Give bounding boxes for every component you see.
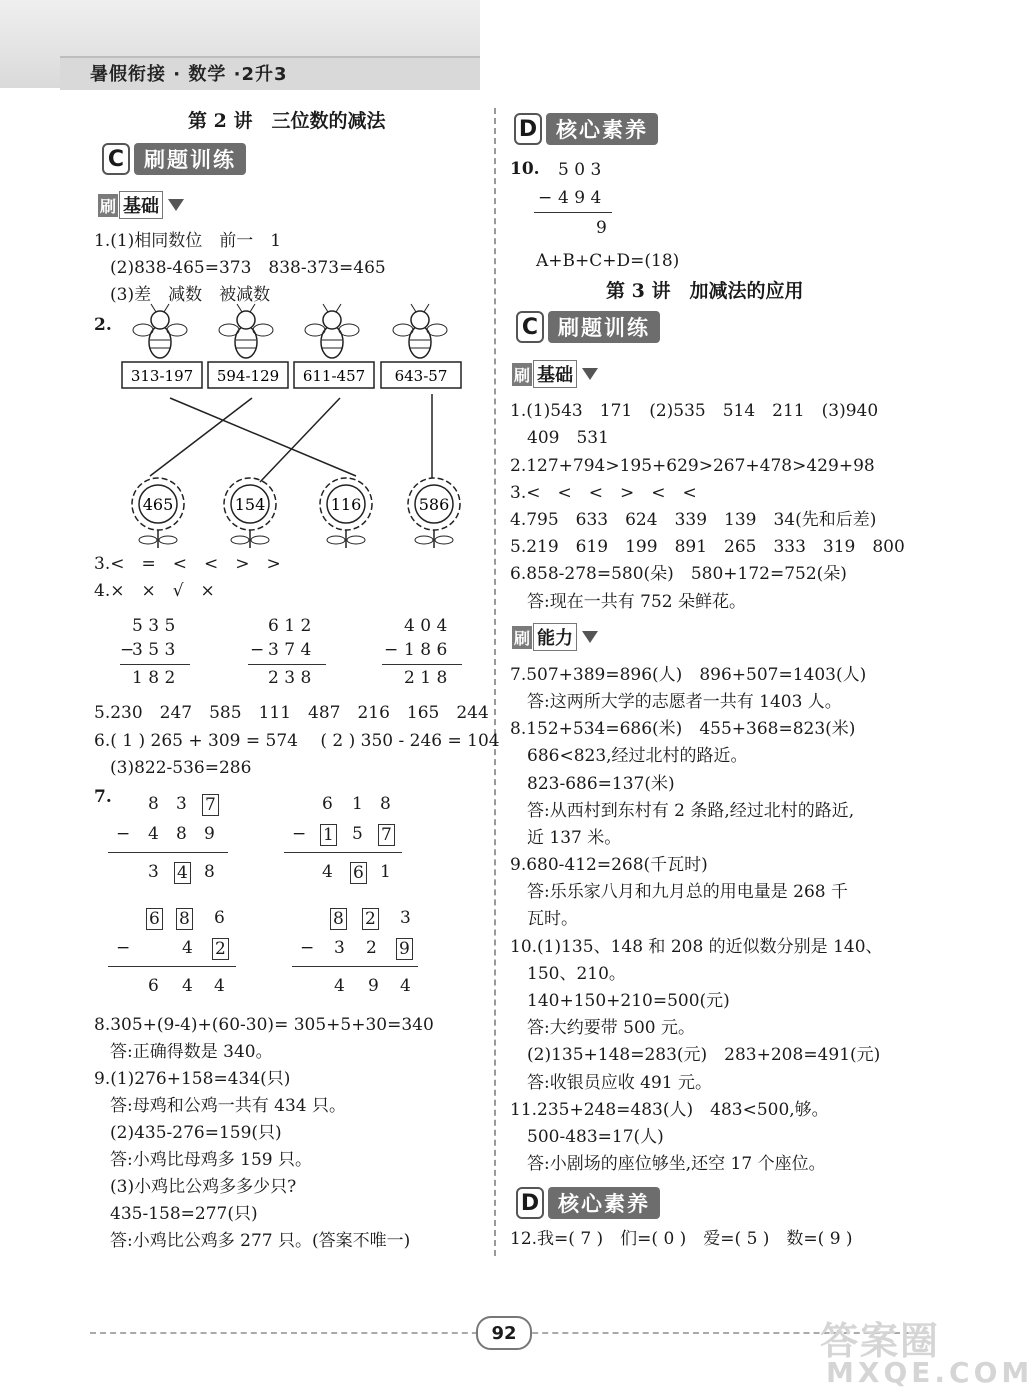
subtrahend: 3 5 3 <box>132 640 176 660</box>
rule <box>108 852 228 853</box>
digit: 9 <box>204 824 215 844</box>
digit: 4 <box>214 976 225 996</box>
banner-letter: C <box>102 143 130 175</box>
r-basic-line-6: 5.219 619 199 891 265 333 319 800 <box>510 537 905 557</box>
q9-line5: (3)小鸡比公鸡多多少只? <box>110 1177 297 1197</box>
q8-line1: 8.305+(9-4)+(60-30)= 305+5+30=340 <box>94 1015 434 1035</box>
r-ability-line-19: 答:小剧场的座位够坐,还空 17 个座位。 <box>510 1154 826 1174</box>
digit: 4 <box>148 824 159 844</box>
rule <box>382 664 462 665</box>
rule <box>534 212 612 213</box>
boxed-digit: 7 <box>202 794 219 816</box>
r-ability-line-8: 9.680-412=268(千瓦时) <box>510 855 708 875</box>
r-ability-line-14: 答:大约要带 500 元。 <box>510 1018 695 1038</box>
r-basic-line-7: 6.858-278=580(朵) 580+172=752(朵) <box>510 564 847 584</box>
lesson-title-2: 第 2 讲 三位数的减法 <box>188 110 386 132</box>
q1-line2: (2)838-465=373 838-373=465 <box>110 258 386 278</box>
q9-line3: (2)435-276=159(只) <box>110 1123 282 1143</box>
q7-vertical-b <box>284 790 414 890</box>
r-ability-line-12: 150、210。 <box>510 964 626 984</box>
digit: 4 <box>182 938 193 958</box>
q4-line: 4.× × √ × <box>94 581 215 601</box>
minus-sign: − <box>116 938 131 958</box>
r-ability-line-16: 答:收银员应收 491 元。 <box>510 1073 712 1093</box>
sub-basic-left <box>98 192 184 218</box>
digit: 9 <box>368 976 379 996</box>
digit: 1 <box>380 862 391 882</box>
banner-d-bottom <box>516 1188 660 1218</box>
minus-sign: − <box>292 824 307 844</box>
expr-text: 611-457 <box>302 367 366 385</box>
expr-text: 313-197 <box>130 367 194 385</box>
column-divider <box>494 108 496 1256</box>
q4-vertical-1 <box>120 606 200 696</box>
minus-sign: − <box>538 188 553 208</box>
subtrahend: 3 7 4 <box>268 640 312 660</box>
sub-label: 基础 <box>119 191 163 219</box>
q9-line7: 答:小鸡比公鸡多 277 只。(答案不唯一) <box>110 1231 411 1251</box>
r-basic-line-5: 4.795 633 624 339 139 34(先和后差) <box>510 510 877 530</box>
q2-label: 2. <box>94 315 112 335</box>
digit: 4 <box>322 862 333 882</box>
minuend: 5 3 5 <box>132 616 176 636</box>
watermark-url: MXQE.COM <box>826 1356 1033 1389</box>
sub-tag: 刷 <box>98 194 118 217</box>
minus-sign: − <box>120 640 135 660</box>
bee-icon <box>305 304 359 358</box>
sub-ability-right <box>512 624 598 650</box>
expr-text: 643-57 <box>394 367 448 385</box>
boxed-digit: 1 <box>320 824 337 846</box>
difference: 2 3 8 <box>268 668 312 688</box>
sub-label: 基础 <box>533 360 577 388</box>
rule <box>284 852 402 853</box>
boxed-digit: 2 <box>212 938 229 960</box>
banner-letter: C <box>516 311 544 343</box>
sub-basic-right <box>512 361 598 387</box>
lesson-title-3: 第 3 讲 加减法的应用 <box>606 280 804 302</box>
banner-c-right <box>516 312 660 342</box>
r-ability-line-3: 8.152+534=686(米) 455+368=823(米) <box>510 719 856 739</box>
r-ability-line-9: 答:乐乐家八月和九月总的用电量是 268 千 <box>510 882 848 902</box>
watermark-logo: 答案圈 <box>820 1319 941 1363</box>
r-basic-line-1: 1.(1)543 171 (2)535 514 211 (3)940 <box>510 401 879 421</box>
difference: 9 <box>596 218 607 238</box>
q9-line1: 9.(1)276+158=434(只) <box>94 1069 291 1089</box>
sub-tag: 刷 <box>512 363 532 386</box>
banner-letter: D <box>514 113 542 145</box>
boxed-digit: 9 <box>396 938 413 960</box>
digit: 3 <box>148 862 159 882</box>
r-ability-line-13: 140+150+210=500(元) <box>510 991 730 1011</box>
q10-vertical <box>534 156 624 246</box>
digit: 8 <box>148 794 159 814</box>
r-ability-line-11: 10.(1)135、148 和 208 的近似数分别是 140、 <box>510 937 883 957</box>
digit: 6 <box>148 976 159 996</box>
q8-line2: 答:正确得数是 340。 <box>110 1042 273 1062</box>
digit: 6 <box>322 794 333 814</box>
r-basic-line-3: 2.127+794>195+629>267+478>429+98 <box>510 456 875 476</box>
banner-letter: D <box>516 1187 544 1219</box>
bee-icon <box>393 304 447 358</box>
banner-text: 刷题训练 <box>548 311 660 343</box>
r-ability-line-6: 答:从西村到东村有 2 条路,经过北村的路近, <box>510 801 855 821</box>
digit: 8 <box>204 862 215 882</box>
banner-d-top <box>514 114 658 144</box>
digit: 8 <box>380 794 391 814</box>
q7-label: 7. <box>94 787 112 807</box>
bee-icon <box>219 304 273 358</box>
flower-value: 116 <box>330 495 362 514</box>
r-basic-line-2: 409 531 <box>510 428 609 448</box>
minus-sign: − <box>384 640 399 660</box>
r-ability-line-5: 823-686=137(米) <box>510 774 675 794</box>
rule <box>248 664 326 665</box>
q4-vertical-3 <box>382 606 462 696</box>
r-ability-line-10: 瓦时。 <box>510 909 578 929</box>
q10-label: 10. <box>510 159 540 179</box>
r-ability-line-2: 答:这两所大学的志愿者一共有 1403 人。 <box>510 692 842 712</box>
boxed-digit: 7 <box>378 824 395 846</box>
match-line <box>150 398 252 476</box>
header-title: 暑假衔接 · 数学 ·2升3 <box>90 64 288 85</box>
q10-answer: A+B+C+D=(18) <box>536 251 680 271</box>
q3-line: 3.< = < < > > <box>94 554 281 574</box>
q1-line3: (3)差 减数 被减数 <box>110 285 271 305</box>
digit: 1 <box>352 794 363 814</box>
r-ability-line-15: (2)135+148=283(元) 283+208=491(元) <box>510 1045 881 1065</box>
boxed-digit: 8 <box>330 908 347 930</box>
minus-sign: − <box>116 824 131 844</box>
minuend: 5 0 3 <box>558 160 602 180</box>
q6-line2: (3)822-536=286 <box>110 758 252 778</box>
digit: 4 <box>182 976 193 996</box>
r-ability-line-17: 11.235+248=483(人) 483<500,够。 <box>510 1100 829 1120</box>
banner-text: 刷题训练 <box>134 143 246 175</box>
q9-line6: 435-158=277(只) <box>110 1204 258 1224</box>
triangle-icon <box>168 199 184 211</box>
difference: 2 1 8 <box>404 668 448 688</box>
q7-vertical-a <box>108 790 238 890</box>
boxed-digit: 2 <box>362 908 379 930</box>
flower-value: 586 <box>418 495 450 514</box>
flower-value: 465 <box>142 495 174 514</box>
minuend: 6 1 2 <box>268 616 312 636</box>
digit: 3 <box>400 908 411 928</box>
q4-vertical-2 <box>248 606 328 696</box>
minus-sign: − <box>250 640 265 660</box>
banner-c-left <box>102 144 246 174</box>
banner-text: 核心素养 <box>546 113 658 145</box>
q1-line1: 1.(1)相同数位 前一 1 <box>94 231 282 251</box>
page-number: 92 <box>476 1316 532 1350</box>
rule <box>108 966 236 967</box>
q5-line: 5.230 247 585 111 487 216 165 244 <box>94 703 489 723</box>
sub-tag: 刷 <box>512 626 532 649</box>
expr-text: 594-129 <box>216 367 280 385</box>
boxed-digit: 6 <box>350 862 367 884</box>
difference: 1 8 2 <box>132 668 176 688</box>
q12-line: 12.我=( 7 ) 们=( 0 ) 爱=( 5 ) 数=( 9 ) <box>510 1229 853 1249</box>
r-basic-line-4: 3.< < < > < < <box>510 483 697 503</box>
boxed-digit: 8 <box>176 908 193 930</box>
boxed-digit: 4 <box>174 862 191 884</box>
minuend: 4 0 4 <box>404 616 448 636</box>
r-ability-line-7: 近 137 米。 <box>510 828 622 848</box>
q2-bee-flower-figure <box>110 306 480 556</box>
rule <box>120 664 190 665</box>
digit: 2 <box>366 938 377 958</box>
flower-value: 154 <box>234 495 266 514</box>
q7-vertical-c <box>108 904 238 1004</box>
digit: 6 <box>214 908 225 928</box>
minus-sign: − <box>300 938 315 958</box>
r-basic-line-8: 答:现在一共有 752 朵鲜花。 <box>510 592 746 612</box>
digit: 5 <box>352 824 363 844</box>
banner-text: 核心素养 <box>548 1187 660 1219</box>
q6-line1: 6.( 1 ) 265 + 309 = 574 ( 2 ) 350 - 246 = 104 <box>94 731 500 751</box>
r-ability-line-18: 500-483=17(人) <box>510 1127 664 1147</box>
boxed-digit: 6 <box>146 908 163 930</box>
digit: 3 <box>334 938 345 958</box>
r-ability-line-1: 7.507+389=896(人) 896+507=1403(人) <box>510 665 867 685</box>
subtrahend: 1 8 6 <box>404 640 448 660</box>
sub-label: 能力 <box>533 623 577 651</box>
subtrahend: 4 9 4 <box>558 188 602 208</box>
digit: 4 <box>400 976 411 996</box>
triangle-icon <box>582 631 598 643</box>
digit: 3 <box>176 794 187 814</box>
q7-vertical-d <box>292 904 422 1004</box>
digit: 8 <box>176 824 187 844</box>
q9-line4: 答:小鸡比母鸡多 159 只。 <box>110 1150 312 1170</box>
bee-icon <box>133 304 187 358</box>
r-ability-line-4: 686<823,经过北村的路近。 <box>510 746 748 766</box>
triangle-icon <box>582 368 598 380</box>
q9-line2: 答:母鸡和公鸡一共有 434 只。 <box>110 1096 346 1116</box>
rule <box>292 966 418 967</box>
digit: 4 <box>334 976 345 996</box>
